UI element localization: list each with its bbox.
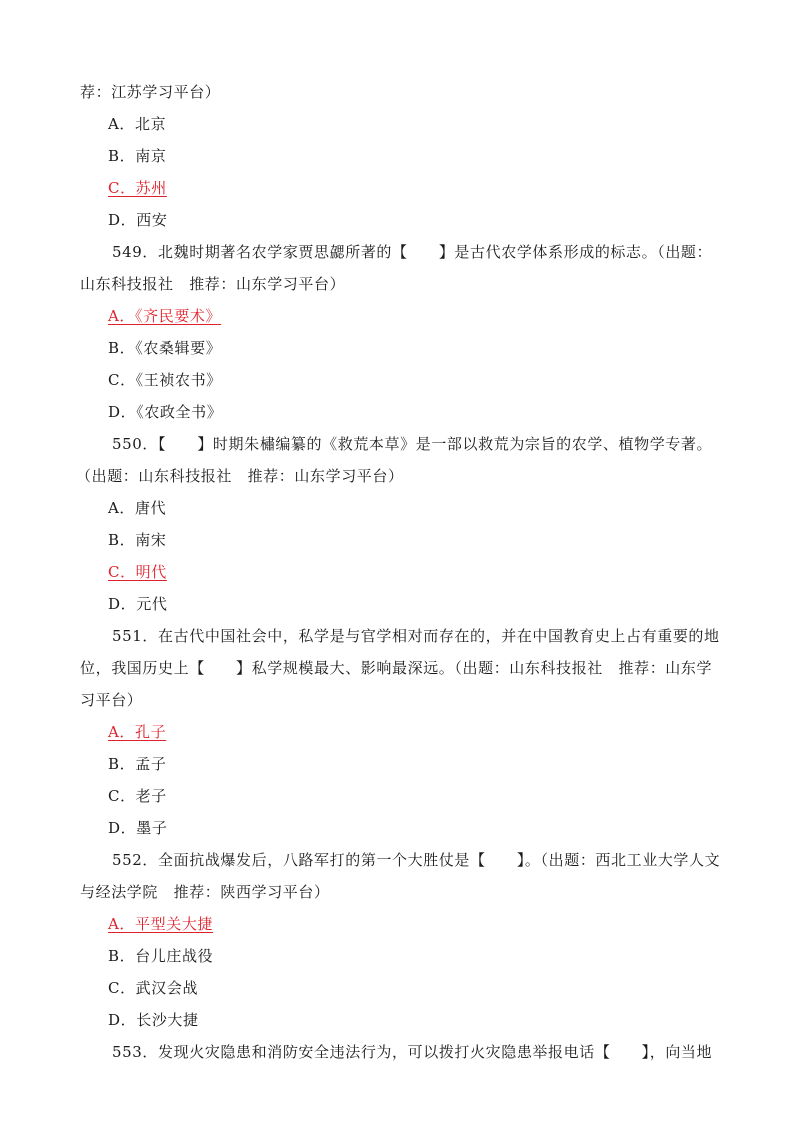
question-551-line-3: 习平台）: [80, 691, 143, 709]
question-549: 549．北魏时期著名农学家贾思勰所著的【 】是古代农学体系形成的标志。（出题：: [112, 243, 713, 261]
question-551: 551．在古代中国社会中，私学是与官学相对而存在的，并在中国教育史上占有重要的地: [112, 627, 720, 645]
question-553: 553．发现火灾隐患和消防安全违法行为，可以拨打火灾隐患举报电话【 】，向当地: [112, 1043, 713, 1061]
q549-option-b: B．《农桑辑要》: [108, 339, 222, 357]
question-550-source: （出题：山东科技报社 推荐：山东学习平台）: [76, 467, 404, 485]
question-552-source: 与经法学院 推荐：陕西学习平台）: [80, 883, 330, 901]
question-550: 550．【 】时期朱橚编纂的《救荒本草》是一部以救荒为宗旨的农学、植物学专著。: [112, 435, 713, 453]
question-548-source-tail: 荐：江苏学习平台）: [80, 83, 221, 101]
q550-option-d: D．元代: [108, 595, 168, 613]
q551-option-a-correct: A．孔子: [108, 723, 167, 741]
q552-option-a-correct: A．平型关大捷: [108, 915, 214, 933]
question-552: 552．全面抗战爆发后，八路军打的第一个大胜仗是【 】。（出题：西北工业大学人文: [112, 851, 721, 869]
q550-option-a: A．唐代: [108, 499, 167, 517]
q548-option-b: B．南京: [108, 147, 167, 165]
q548-option-d: D．西安: [108, 211, 168, 229]
q551-option-c: C．老子: [108, 787, 167, 805]
q549-option-a-correct: A．《齐民要术》: [108, 307, 222, 325]
q551-option-b: B．孟子: [108, 755, 167, 773]
q552-option-d: D．长沙大捷: [108, 1011, 199, 1029]
q551-option-d: D．墨子: [108, 819, 168, 837]
q550-option-b: B．南宋: [108, 531, 167, 549]
q550-option-c-correct: C．明代: [108, 563, 167, 581]
q548-option-a: A．北京: [108, 115, 167, 133]
q552-option-c: C．武汉会战: [108, 979, 199, 997]
question-551-line-2: 位，我国历史上【 】私学规模最大、影响最深远。（出题：山东科技报社 推荐：山东学: [80, 659, 713, 677]
question-549-source: 山东科技报社 推荐：山东学习平台）: [80, 275, 346, 293]
q549-option-d: D．《农政全书》: [108, 403, 223, 421]
q552-option-b: B．台儿庄战役: [108, 947, 214, 965]
q549-option-c: C．《王祯农书》: [108, 371, 222, 389]
q548-option-c-correct: C．苏州: [108, 179, 167, 197]
